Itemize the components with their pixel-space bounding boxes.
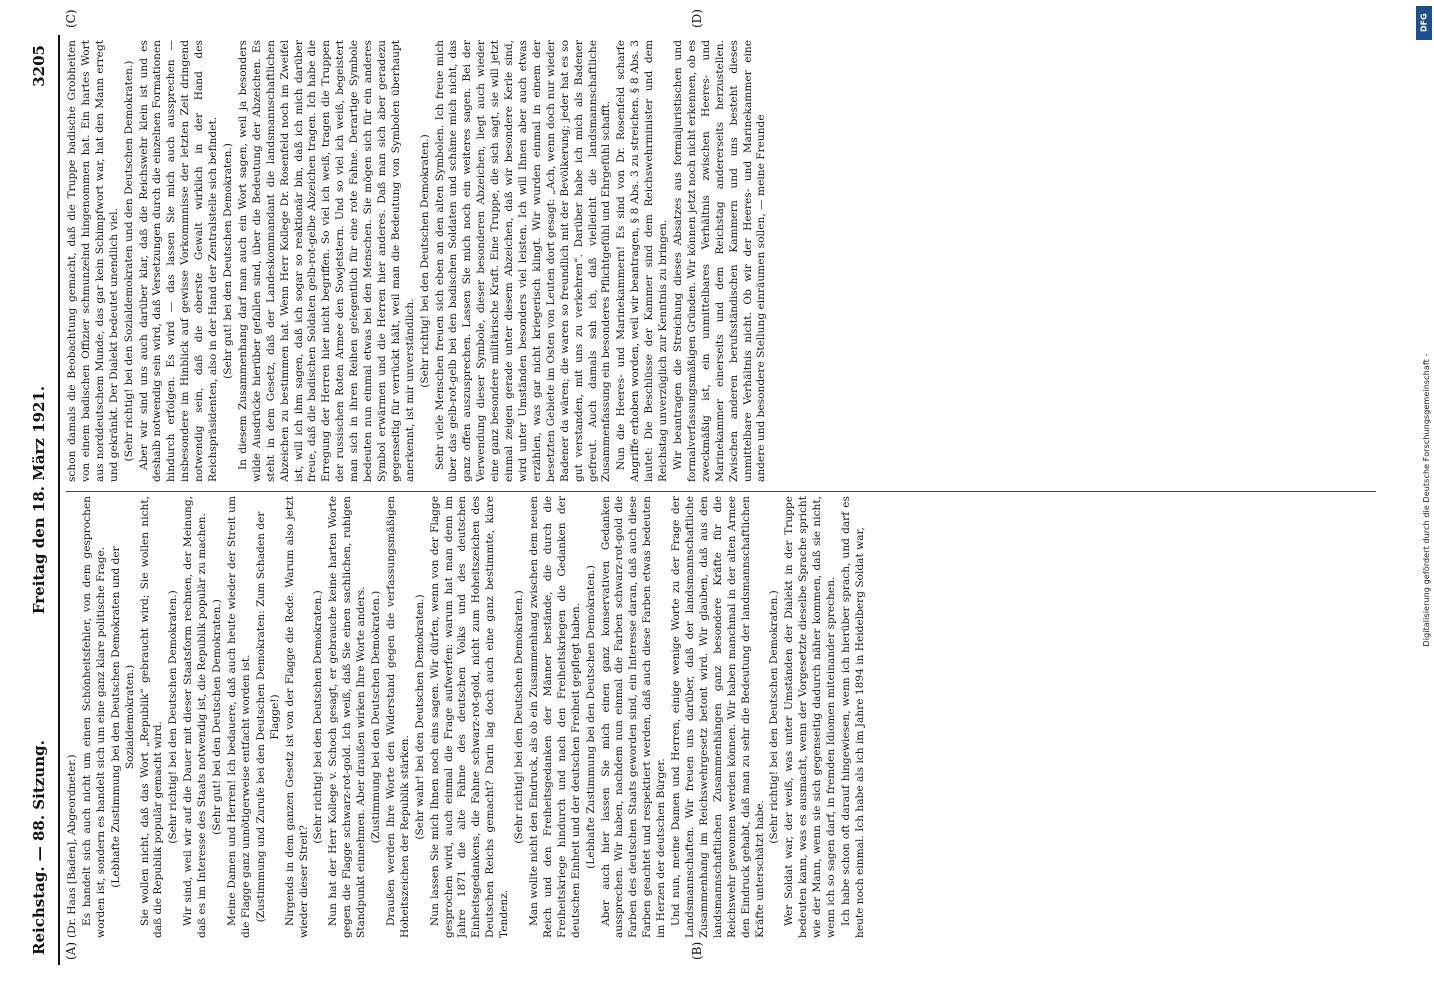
paragraph: (Dr. Haas [Baden], Abgeordneter.) bbox=[66, 754, 78, 938]
dfg-logo: DFG bbox=[1416, 6, 1432, 40]
paragraph: (Sehr richtig! bei den Sozialdemokraten und den Deutschen Demokraten.) bbox=[122, 60, 135, 462]
paragraph: (Sehr richtig! bei den Deutschen Demokraten.) bbox=[418, 134, 431, 388]
paragraph: Ich habe schon oft darauf hingewiesen, wenn ich hierüber sprach, und darf es heute noch einmal. Ich habe als ich im Jahre 1894 in Heidelberg Soldat war, bbox=[839, 496, 866, 938]
paragraph: Und nun, meine Damen und Herren, einige wenige Worte zu der Frage der Landsmannschaften. Wir freuen uns darüber, daß der landsmannschaftliche Zusammenhang im Reichswehrgesetz betont wird. Wir glauben, daß aus den landsmannschaftlichen Zusammenhängen ganz besondere Kräfte für die Reichswehr gewonnen werden können. Wir haben manchmal in der alten Armee den Eindruck gehabt, daß man zu sehr die Bedeutung der landsmannschaftlichen Kräfte unterschätzt habe. bbox=[670, 496, 766, 938]
paragraph: (Zustimmung und Zurufe bei den Deutschen Demokraten: Zum Schaden der Flagge!) bbox=[254, 511, 281, 923]
paragraph: Draußen werden Ihre Worte den Widerstand gegen die verfassungsmäßigen Hoheitszeichen der Republik stärken. bbox=[384, 496, 411, 938]
session-date: Freitag den 18. März 1921. bbox=[30, 385, 48, 615]
paragraph: Nirgends in dem ganzen Gesetz ist von der Flagge die Rede. Warum also jetzt wieder dieser Streit? bbox=[283, 496, 310, 938]
page-header bbox=[24, 35, 60, 965]
paragraph: Meine Damen und Herren! Ich bedauere, daß auch heute wieder der Streit um die Flagge ganz unnötigerweise entfacht worden ist. bbox=[225, 496, 252, 938]
paragraph: Nun lassen Sie mich Ihnen noch eins sagen. Wir dürfen, wenn von der Flagge gesprochen wird, auch einmal die Frage aufwerfen: warum hat man denn im Jahre 1871 die alte Fahne des deutschen Volks und des deutschen Einheitsgedankens, die Fahne schwarz-rot-gold, nicht zum Hoheitszeichen des Deutschen Reichs gemacht? Darin lag doch auch eine ganz bestimmte, klare Tendenz. bbox=[428, 496, 511, 938]
left-text-column bbox=[66, 496, 1376, 938]
column-divider bbox=[66, 491, 1376, 492]
paragraph: schon damals die Beobachtung gemacht, daß die Truppe badische Grobheiten von einem badischen Offizier schmunzelnd hingenommen hat. Ein hartes Wort aus norddeutschem Munde, das gar kein Schimpfwort war, hat den Mann erregt und gekränkt. Der Dialekt bedeutet unendlich viel. bbox=[66, 40, 120, 482]
paragraph: (Sehr gut! bei den Deutschen Demokraten.) bbox=[221, 143, 234, 379]
right-text-column bbox=[66, 40, 1376, 482]
paragraph: (Sehr richtig! bei den Deutschen Demokraten.) bbox=[513, 590, 526, 844]
paragraph: Nun hat der Herr Kollege v. Schoch gesagt, er gebrauche keine harten Worte gegen die Flagge schwarz-rot-gold. Ich weiß, daß Sie einen sachlichen, ruhigen Standpunkt einnehmen. Aber draußen wirken Ihre Worte anders. bbox=[327, 496, 368, 938]
margin-marker-b: (B) bbox=[690, 941, 704, 960]
paragraph: (Sehr richtig! bei den Deutschen Demokraten.) bbox=[167, 590, 180, 844]
paragraph: (Sehr wahr! bei den Deutschen Demokraten.) bbox=[413, 594, 426, 840]
paragraph: Wer Soldat war, der weiß, was unter Umständen der Dialekt in der Truppe bedeuten kann, was es ausmacht, wenn der Vorgesetzte dieselbe Sprache spricht wie der Mann, wenn sie sich gegenseitig dadurch näher kommen, daß sie nicht, wenn ich so sagen darf, in fremden Idiomen miteinander sprechen. bbox=[783, 496, 838, 938]
paragraph: Sehr viele Menschen freuen sich eben an den alten Symbolen. Ich freue mich über das gelb-rot-gelb bei den badischen Soldaten und schäme mich nicht, das ganz offen auszusprechen. Lassen Sie mich noch ein weiteres sagen. Bei der Verwendung dieser Symbole, dieser besonderen Abzeichen, liegt auch wieder eine ganz besondere militärische Kraft. Eine Truppe, die sich sagt, sie will jetzt einmal zeigen gerade unter diesem Abzeichen, daß wir besondere Kerle sind, wird unter Umständen besonders viel leisten. Ich will Ihnen aber auch etwas erzählen, was gar nicht kriegerisch klingt. Wir wurden einmal in einem der besetzten Gebiete im Osten von Leuten dort gesagt: „Ach, wenn doch nur wieder Badener da wären; die waren so freundlich mit der Bevölkerung; jeder hat es so gut verstanden, mit uns zu verkehren“. Darüber habe ich mich als Badener gefreut. Auch damals sah ich, daß vielleicht die landsmannschaftliche Zusammenfassung ein besonderes Pflichtgefühl und Ehrgefühl schafft. bbox=[433, 40, 613, 482]
margin-marker-c: (C) bbox=[64, 9, 78, 28]
paragraph: (Sehr richtig! bei den Deutschen Demokraten.) bbox=[312, 590, 325, 844]
paragraph: Wir beantragen die Streichung dieses Absatzes aus formaljuristischen und formalverfassungsmäßigen Gründen. Wir können jetzt noch nicht erkennen, ob es zweckmäßig ist, ein unmittelbares Verhältnis zwischen Heeres- und Marinekammer einerseits und dem Reichstag andererseits herzustellen. Zwischen anderen berufsständischen Kammern und uns besteht dieses unmittelbare Verhältnis nicht. Ob wir der Heeres- und Marinekammer eine andere und besondere Stellung einräumen sollen, — meine Freunde bbox=[671, 40, 768, 482]
paragraph: Wir sind, weil wir auf die Dauer mit dieser Staatsform rechnen, der Meinung, daß es im Interesse des Staats notwendig ist, die Republik populär zu machen. bbox=[182, 496, 209, 938]
paragraph: Es handelt sich auch nicht um einen Schönheitsfehler, von dem gesprochen worden ist, sondern es handelt sich um eine ganz klare politische Frage. bbox=[80, 496, 107, 938]
margin-marker-a: (A) bbox=[64, 941, 78, 960]
paragraph: Nun die Heeres- und Marinekammern! Es sind von Dr. Rosenfeld scharfe Angriffe erhoben worden, weil wir beantragen, § 8 Abs. 3 zu streichen. § 8 Abs. 3 lautet: Die Beschlüsse der Kammer sind dem Reichswehrminister und dem Reichstag unverzüglich zur Kenntnis zu bringen. bbox=[615, 40, 670, 482]
paragraph: Man wollte nicht den Eindruck, als ob ein Zusammenhang zwischen dem neuen Reich und den Freiheitsgedanken der Männer bestände, die durch die Freiheitskriege hindurch und nach den Freiheitskriegen die Gedanken der deutschen Einheit und der deutschen Freiheit gepflegt haben. bbox=[528, 496, 582, 938]
paragraph: (Sehr gut! bei den Deutschen Demokraten.) bbox=[211, 599, 224, 835]
page-number: 3205 bbox=[30, 45, 48, 87]
paragraph: (Sehr richtig! bei den Deutschen Demokraten.) bbox=[768, 590, 781, 844]
paragraph: Sie wollen nicht, daß das Wort „Republik“ gebraucht wird; Sie wollen nicht, daß die Republik populär gemacht wird. bbox=[138, 496, 165, 938]
paragraph: (Zustimmung bei den Deutschen Demokraten.) bbox=[370, 590, 383, 844]
paragraph: Aber auch hier lassen Sie mich einen ganz konservativen Gedanken aussprechen. Wir haben, nachdem nun einmal die Farben schwarz-rot-gold die Farben des deutschen Staats geworden sind, ein Interesse daran, daß auch diese Farben geachtet und respektiert werden, daß auch diese Farben etwas bedeuten im Herzen der deutschen Bürger. bbox=[599, 496, 668, 938]
paragraph: Aber wir sind uns auch darüber klar, daß die Reichswehr klein ist und es deshalb notwendig sein wird, daß Versetzungen durch die einzelnen Formationen hindurch erfolgen. Es wird — das lassen Sie mich auch aussprechen — insbesondere im Hinblick auf gewisse Vorkommnisse der letzten Zeit dringend notwendig sein, daß die oberste Gewalt wirklich in der Hand des Reichspräsidenten, also in der Hand der Zentralstelle sich befindet. bbox=[137, 40, 220, 482]
digitization-credit: Digitalisierung gefördert durch die Deutsche Forschungsgemeinschaft - bbox=[1422, 353, 1431, 647]
session-title: Reichstag. — 88. Sitzung. bbox=[30, 740, 48, 955]
margin-marker-d: (D) bbox=[690, 9, 704, 28]
paragraph: (Lebhafte Zustimmung bei den Deutschen Demokraten und der Sozialdemokraten.) bbox=[109, 546, 136, 888]
paragraph: In diesem Zusammenhang darf man auch ein Wort sagen, weil ja besonders wilde Ausdrücke hierüber gefallen sind, über die Bedeutung der Abzeichen. Es steht in dem Gesetz, daß der Landeskommandant die landsmannschaftlichen Abzeichen zu bestimmen hat. Wenn Herr Kollege Dr. Rosenfeld noch im Zweifel ist, will ich ihm sagen, daß ich sogar so reaktionär bin, daß ich mich darüber freue, daß die badischen Soldaten gelb-rot-gelbe Abzeichen tragen. Ich habe die Erregung der Herren hier nicht begriffen. So viel ich weiß, tragen die Truppen der russischen Roten Armee den Sowjetstern. Und so viel ich weiß, begeistert man sich in ihren Reihen gelegentlich für eine rote Fahne. Derartige Symbole bedeuten nun einmal etwas bei den Menschen. Sie mögen sich für ein anderes Symbol erwärmen und die Herren hier anderes. Daß man sich aber geradezu gegenseitig für verrückt hält, weil man die Bedeutung von Symbolen überhaupt anerkennt, ist mir unverständlich. bbox=[236, 40, 416, 482]
paragraph: (Lebhafte Zustimmung bei den Deutschen Demokraten.) bbox=[584, 565, 597, 869]
